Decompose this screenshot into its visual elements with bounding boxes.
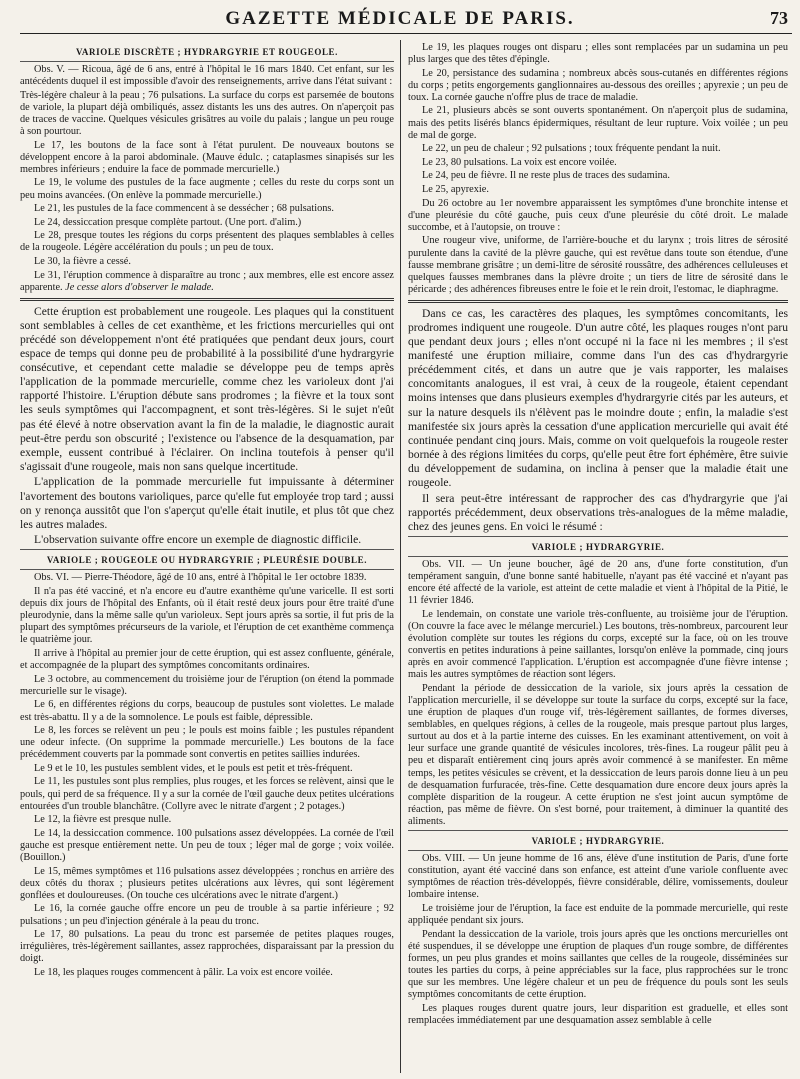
paragraph: Le 24, dessiccation presque complète partout. (Une port. d'alim.) bbox=[34, 216, 302, 228]
double-rule bbox=[408, 300, 788, 303]
section-rule bbox=[20, 549, 394, 550]
commentary-paragraph: L'application de la pommade mercurielle fut impuissante à déterminer l'avortement des boutons varioliques, parce qu'elle fut employée trop tard ; aussi on y renonça aussitôt que l'on s'aperçut qu'elle était inutile, et plus tôt que chez les autres malades. bbox=[20, 475, 394, 531]
paragraph: Le 17, les boutons de la face sont à l'état purulent. De nouveaux boutons se développent encore à la paroi abdominale. (Mauve édulc. ; cataplasmes sinapisés sur les membres inférieurs ; enduire la face de pommade mercurielle.) bbox=[20, 139, 394, 175]
paragraph: Le 11, les pustules sont plus remplies, plus rouges, et les forces se relèvent, ainsi que le pouls, qui perd de sa fréquence. Il y a sur la cornée de l'œil gauche deux petites ulcérations entourées d'un trouble blanchâtre. (Collyre avec le nitrate d'argent ; 2 potages.) bbox=[20, 776, 394, 812]
paragraph: Le 19, les plaques rouges ont disparu ; elles sont remplacées par un sudamina un peu plus larges que des têtes d'épingle. bbox=[408, 42, 788, 66]
paragraph: Le 12, la fièvre est presque nulle. bbox=[34, 814, 172, 826]
page-number: 73 bbox=[770, 8, 788, 28]
paragraph: Le 18, les plaques rouges commencent à pâlir. La voix est encore voilée. bbox=[34, 966, 333, 978]
section-title: VARIOLE DISCRÈTE ; HYDRARGYRIE ET ROUGEOLE. bbox=[75, 47, 338, 57]
paragraph: Le 3 octobre, au commencement du troisième jour de l'éruption (on étend la pommade mercurielle sur le visage). bbox=[20, 673, 394, 697]
section-title: VARIOLE ; HYDRARGYRIE. bbox=[531, 541, 665, 552]
section-rule bbox=[408, 850, 788, 851]
observation-intro: Obs. VII. — Un jeune boucher, âgé de 20 ans, d'une forte constitution, d'un tempérament sanguin, d'une bonne santé habituelle, n'ayant pas été vacciné et n'ayant pas encore été affecté de la variole, est atteint de cette maladie et vient à l'hôpital de la Pitié, le 11 février 1846. bbox=[408, 558, 788, 607]
paragraph: Il arrive à l'hôpital au premier jour de cette éruption, qui est assez confluente, générale, et accompagnée de la plupart des symptômes concomitants ordinaires. bbox=[20, 648, 394, 672]
double-rule bbox=[20, 298, 394, 301]
header-rule bbox=[20, 33, 792, 34]
observation-intro: Obs. V. — Ricoua, âgé de 6 ans, entré à l'hôpital le 16 mars 1840. Cet enfant, sur les antécédents duquel il est impossible d'avoir des renseignements, arrive dans l'état suivant : bbox=[20, 64, 394, 88]
paragraph: Le 24, peu de fièvre. Il ne reste plus de traces des sudamina. bbox=[422, 170, 670, 182]
right-column bbox=[408, 42, 788, 1071]
autopsy-findings: Une rougeur vive, uniforme, de l'arrière-bouche et du larynx ; trois litres de sérosité purulente dans la cavité de la plèvre gauche, qui est revêtue dans toute son étendue, d'une fausse membrane grisâtre ; un demi-litre de sérosité roussâtre, des adhérences celluleuses et quelques fausses membranes dans la plèvre droite ; un tiers de litre de sérosité dans le péricarde ; des adhérences fibreuses entre le foie et le rein droit, l'estomac, le diaphragme. bbox=[408, 235, 788, 295]
paragraph: Le 22, un peu de chaleur ; 92 pulsations ; toux fréquente pendant la nuit. bbox=[422, 143, 721, 155]
paragraph: Le lendemain, on constate une variole très-confluente, au troisième jour de l'éruption. (On couvre la face avec le mélange mercuriel.) Les boutons, très-nombreux, parcourent leur évolution complète sur toutes les régions du corps, excepté sur la face, où on les trouve convertis en petites indurations à peine saillantes, lorsqu'on enlève la pommade, cinq jours après en avoir commencé l'application. L'éruption est accompagnée d'une fièvre intense ; mais les autres symptômes de réaction sont légers. bbox=[408, 608, 788, 681]
paragraph: Le 20, persistance des sudamina ; nombreux abcès sous-cutanés en différentes régions du corps ; petits engorgements ganglionnaires au-dessous des oreilles ; apyrexie ; un peu de toux. La cornée gauche n'offre plus de trace de maladie. bbox=[408, 67, 788, 103]
paragraph: Le 19, le volume des pustules de la face augmente ; celles du reste du corps sont un peu moins avancées. (On enlève la pommade mercurielle.) bbox=[20, 177, 394, 201]
column-divider bbox=[400, 40, 401, 1073]
paragraph: Le 9 et le 10, les pustules semblent vides, et le pouls est petit et très-fréquent. bbox=[34, 762, 353, 774]
paragraph: Le 28, presque toutes les régions du corps présentent des plaques semblables à celles de la rougeole. Légère accélération du pouls ; un peu de toux. bbox=[20, 230, 394, 254]
paragraph: Le 30, la fièvre a cessé. bbox=[34, 256, 131, 267]
paragraph: Le 15, mêmes symptômes et 116 pulsations assez développées ; ronchus en arrière des deux côtés du thorax ; plusieurs petites ulcérations aux lèvres, qui sont légèrement gonflées et douloureuses. (On touche ces ulcérations avec le nitrate d'argent.) bbox=[20, 865, 394, 901]
commentary-paragraph: Dans ce cas, les caractères des plaques, les symptômes concomitants, les prodromes indiquent une rougeole. D'un autre côté, les plaques rouges n'ont paru que pendant deux jours ; elles n'ont occupé ni la face ni les membres ; il s'est manifesté une éruption miliaire, comme dans l'un des cas d'hydrargyrie précédemment cités, et dans un autre que je vais rapporter, les malaises concomitants analogues, il est vrai, à ceux de la rougeole, étaient cependant moins intenses que dans plusieurs exemples d'hydrargyrie cités par les auteurs, et sur la nature desquels ils n'élèvent pas le moindre doute ; enfin, la maladie s'est manifestée six jours après la cessation d'une application mercurielle qui avait été continuée pendant cinq jours. Mais, comme on voit quelquefois la rougeole rester bornée à des régions limitées du corps, qu'elle peut être fort éphémère, être suivie du développement de sudamina, on inclina à penser que la maladie était une rougeole. bbox=[408, 306, 788, 489]
observation-intro: Obs. VI. — Pierre-Théodore, âgé de 10 ans, entré à l'hôpital le 1er octobre 1839. bbox=[34, 572, 367, 584]
commentary-paragraph: Cette éruption est probablement une rougeole. Les plaques qui la constituent sont semblables à celles de cet exanthème, et les frictions mercurielles qui ont précédé son développement n'ont été pratiquées que pendant deux jours, court espace de temps qui donne peu de probabilité à la possibilité d'une hydrargyrie consécutive, et cependant cette maladie se développe peu de temps après l'application de la pommade mercurielle, comme chez les varioleux dont j'ai rapporté l'histoire. L'éruption débute sans prodromes ; la fièvre et la toux sont les seuls symptômes qui l'accompagnent, et sont très-légères. Si le sujet n'eût pas été élevé à notre observation avant la fin de la maladie, le diagnostic aurait peut-être perdu son obscurité ; l'existence ou l'absence de la desquamation, par exemple, eussent contribué à l'éclairer. On inclina toutefois à penser qu'il s'agissait d'une rougeole, mais non sans quelque incertitude. bbox=[20, 304, 394, 473]
paragraph: Du 26 octobre au 1er novembre apparaissent les symptômes d'une bronchite intense et d'une pleurésie du côté gauche, puis ceux d'une pleurésie du côté droit. Le malade succombe, et à l'autopsie, on trouve : bbox=[408, 197, 788, 233]
italic-note: Je cesse alors d'observer le malade. bbox=[65, 281, 214, 293]
section-rule bbox=[408, 556, 788, 557]
paragraph: Pendant la dessiccation de la variole, trois jours après que les onctions mercurielles ont été suspendues, il se développe une éruption de plaques d'un rouge sombre, de différentes formes, un peu plus grandes et moins saillantes que celles de la rougeole, disséminées sur toutes les parties du corps, à peine appréciables sur la face, plus rapprochées sur le tronc que sur les membres. Une légère chaleur et un peu de fréquence du pouls sont les seuls symptômes concomitants de cette éruption. bbox=[408, 928, 788, 1001]
paragraph: Les plaques rouges durent quatre jours, leur disparition est graduelle, et elles sont remplacées immédiatement par une desquamation assez semblable à celle bbox=[408, 1002, 788, 1026]
section-rule bbox=[408, 536, 788, 537]
journal-title: GAZETTE MÉDICALE DE PARIS. bbox=[225, 8, 575, 29]
paragraph: Le 17, 80 pulsations. La peau du tronc est parsemée de petites plaques rouges, irrégulières, très-légèrement saillantes, assez rapprochées, disparaissant par la pression du doigt. bbox=[20, 929, 394, 965]
paragraph: Le 8, les forces se relèvent un peu ; le pouls est moins faible ; les pustules répandent une odeur infecte. (On supprime la pommade mercurielle.) Les boutons de la face précédemment couverts par la pommade sont convertis en petites saillies indurées. bbox=[20, 725, 394, 761]
paragraph: Le 6, en différentes régions du corps, beaucoup de pustules sont violettes. Le malade est très-abattu. Il y a de la somnolence. Le pouls est faible, dépressible. bbox=[20, 699, 394, 723]
left-column bbox=[20, 42, 394, 1071]
observation-intro: Obs. VIII. — Un jeune homme de 16 ans, élève d'une institution de Paris, d'une forte constitution, ayant été vacciné dans son enfance, est atteint d'une variole confluente avec symptômes de réaction très-développés, fièvre considérable, délire, vomissements, douleur lombaire intense. bbox=[408, 853, 788, 901]
paragraph: Le 16, la cornée gauche offre encore un peu de trouble à sa partie inférieure ; 92 pulsations ; un peu d'injection générale à la peau du tronc. bbox=[20, 903, 394, 927]
commentary-paragraph: Il sera peut-être intéressant de rapprocher des cas d'hydrargyrie que j'ai rapportés précédemment, deux observations très-analogues de la même maladie, chez des jeunes gens. En voici le résumé : bbox=[408, 491, 788, 533]
section-rule bbox=[20, 569, 394, 570]
section-rule bbox=[408, 830, 788, 831]
paragraph: Il n'a pas été vacciné, et n'a encore eu d'autre exanthème qu'une varicelle. Il est sorti depuis dix jours de l'hôpital des Enfants, où il était resté deux jours pour être traité d'une pleurodynie, dans la même salle qu'un varioleux. Sept jours après sa sortie, il fut pris de la plupart des symptômes précurseurs de la variole, et l'éruption de cet exanthème commença le quatrième jour. bbox=[20, 586, 394, 646]
paragraph: Pendant la période de dessiccation de la variole, six jours après la cessation de l'application mercurielle, il se développe sur toute la surface du corps, excepté sur la face, une éruption de plaques d'un rouge vif, très-légèrement saillantes, de formes diverses, semblables, en quelques régions, à celles de la rougeole, mais presque partout plus larges, surtout au dos et à la partie interne des cuisses. En les examinant attentivement, on voit à leur surface une grande quantité de vésicules incolores, très-fines. La rougeur pâlit peu à peu et disparaît entièrement cinq jours après avoir commencé à se manifester. En même temps, les petites vésicules se crèvent, et la dessiccation de leurs parois donne lieu à un peu de desquamation furfuracée, très-fine. Cette desquamation dure encore deux jours après la complète disparition de la rougeur. A cette éruption ne s'est joint aucun symptôme de réaction, pas même de fièvre. On s'est borné, pour traitement, à diminuer la quantité des aliments. bbox=[408, 682, 788, 827]
paragraph bbox=[20, 270, 394, 294]
section-rule bbox=[20, 61, 394, 62]
paragraph: Le 25, apyrexie. bbox=[422, 184, 489, 196]
section-title: VARIOLE ; ROUGEOLE OU HYDRARGYRIE ; PLEURÉSIE DOUBLE. bbox=[46, 555, 368, 566]
paragraph: Le 21, les pustules de la face commencent à se dessécher ; 68 pulsations. bbox=[34, 203, 334, 215]
commentary-paragraph: L'observation suivante offre encore un exemple de diagnostic difficile. bbox=[34, 533, 362, 547]
paragraph: Le 23, 80 pulsations. La voix est encore voilée. bbox=[422, 156, 617, 168]
paragraph: Le 21, plusieurs abcès se sont ouverts spontanément. On n'aperçoit plus de sudamina, mais des petits lisérés blancs épidermiques, résultant de leur rupture. Voix voilée ; un peu de mal de gorge. bbox=[408, 105, 788, 141]
paragraph: Très-légère chaleur à la peau ; 76 pulsations. La surface du corps est parsemée de boutons de variole, la plupart déjà ombiliqués, assez distants les uns des autres. On n'aperçoit pas de traces de vaccine. Quelques vésicules grisâtres au voile du palais ; langue un peu rouge à son pourtour. bbox=[20, 89, 394, 138]
page-header bbox=[0, 0, 800, 34]
paragraph-text: Le 31, l'éruption commence à disparaître au tronc ; aux membres, elle est encore assez apparente. bbox=[20, 269, 394, 293]
paragraph: Le 14, la dessiccation commence. 100 pulsations assez développées. La cornée de l'œil gauche est presque entièrement nette. Un peu de toux ; léger mal de gorge ; voix voilée. (Bouillon.) bbox=[20, 827, 394, 864]
section-title: VARIOLE ; HYDRARGYRIE. bbox=[531, 836, 665, 847]
paragraph: Le troisième jour de l'éruption, la face est enduite de la pommade mercurielle, qui reste appliquée pendant six jours. bbox=[408, 903, 788, 927]
